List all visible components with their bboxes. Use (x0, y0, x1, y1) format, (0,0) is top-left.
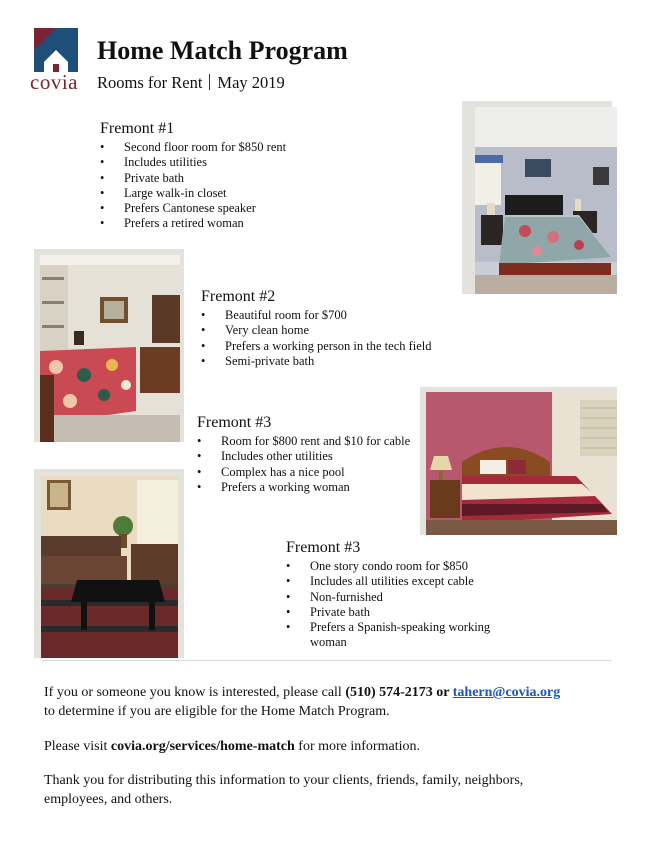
listing-fremont-1 (100, 120, 440, 232)
bullet: • (286, 604, 291, 619)
bullet: • (286, 620, 291, 635)
list-item: • Prefers a retired woman (100, 216, 244, 231)
phone-number: (510) 574-2173 or (345, 685, 453, 700)
contact-text: If you or someone you know is interested, please call (44, 685, 346, 700)
bullet: • (197, 449, 202, 464)
listing-title: Fremont #3 (197, 414, 272, 431)
page-title: Home Match Program (97, 36, 348, 65)
listing-features (286, 559, 516, 651)
list-item: • Very clean home (201, 323, 309, 338)
thanks-paragraph: Thank you for distributing this information to your clients, friends, family, neighbors, employees, and others. (44, 773, 524, 807)
listing-features (197, 434, 427, 495)
bullet: • (201, 338, 206, 353)
bullet: • (286, 574, 291, 589)
listing-fremont-2 (201, 288, 461, 369)
list-item: • Includes all utilities except cable (286, 574, 474, 589)
bullet: • (201, 323, 206, 338)
bullet: • (100, 170, 105, 185)
listing-fremont-3a (197, 414, 427, 495)
subtitle-label: Rooms for Rent (97, 73, 203, 92)
list-item: • Prefers a working woman (197, 479, 350, 494)
list-item: • Includes utilities (100, 155, 207, 170)
list-item: • Beautiful room for $700 (201, 308, 347, 322)
list-item: • Includes other utilities (197, 449, 333, 464)
bullet: • (100, 201, 105, 216)
subtitle-divider (209, 74, 210, 90)
listing-features (201, 308, 461, 369)
listing-title: Fremont #1 (100, 120, 175, 137)
listing-title: Fremont #2 (201, 288, 276, 305)
bullet: • (201, 308, 206, 322)
bullet: • (100, 185, 105, 200)
list-item: • Private bath (100, 170, 185, 185)
visit-paragraph (44, 737, 614, 756)
photo-fremont-2-bedroom (40, 255, 180, 442)
list-item: • Prefers a working person in the tech field (201, 338, 432, 353)
bullet: • (197, 464, 202, 479)
bullet: • (100, 140, 105, 154)
email-link[interactable]: tahern@covia.org (452, 685, 561, 700)
logo-text: covia (30, 70, 78, 94)
list-item: • Semi-private bath (201, 353, 315, 368)
listing-features (100, 140, 440, 232)
list-item: • Non-furnished (286, 589, 383, 604)
website-url: covia.org/services/home-match (110, 739, 295, 754)
listing-title: Fremont #3 (286, 539, 361, 556)
list-item: • Complex has a nice pool (197, 464, 345, 479)
visit-text-rest: for more information. (294, 739, 420, 754)
bullet: • (286, 589, 291, 604)
photo-fremont-3-bedroom (426, 392, 617, 535)
list-item: • Prefers Cantonese speaker (100, 201, 256, 216)
listing-fremont-3b (286, 539, 516, 651)
list-item: • One story condo room for $850 (286, 559, 468, 573)
divider (42, 660, 612, 661)
bullet: • (201, 353, 206, 368)
bullet: • (100, 155, 105, 170)
list-item: • Large walk-in closet (100, 185, 227, 200)
list-item: • Prefers a Spanish-speaking working woman (286, 620, 491, 650)
list-item: • Second floor room for $850 rent (100, 140, 287, 154)
subtitle-date: May 2019 (217, 73, 285, 92)
list-item: • Private bath (286, 604, 371, 619)
bullet: • (100, 216, 105, 231)
bullet: • (197, 434, 202, 448)
photo-fremont-1-bedroom (475, 107, 617, 294)
bullet: • (197, 479, 202, 494)
visit-text: Please visit (44, 739, 111, 754)
page-subtitle (97, 73, 285, 93)
photo-fremont-3-living-room (41, 476, 178, 658)
contact-paragraph (44, 683, 614, 721)
contact-text-rest: to determine if you are eligible for the Home Match Program. (44, 704, 390, 719)
bullet: • (286, 559, 291, 573)
list-item: • Room for $800 rent and $10 for cable (197, 434, 411, 448)
